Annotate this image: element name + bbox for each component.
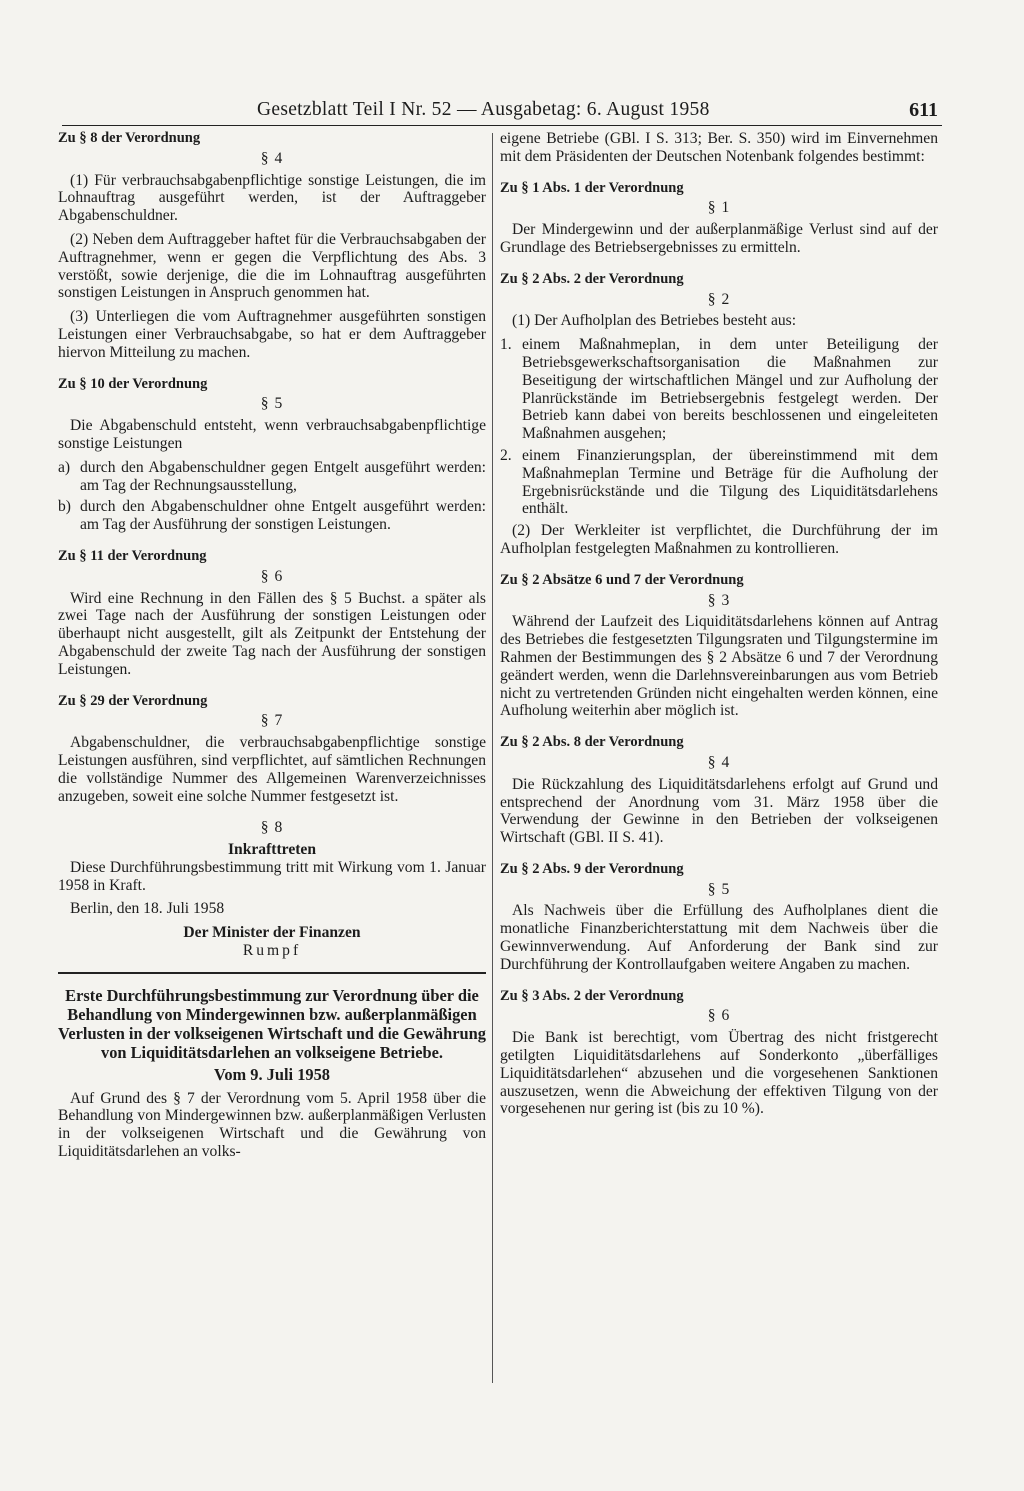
paragraph-text: Auf Grund des § 7 der Verordnung vom 5. April 1958 über die Behandlung von Mindergewinnen bzw. außerplanmäßigen Verlusten in der volkseigenen Wirtschaft und die Gewährung von Liquiditätsdarlehen an volks- [58, 1089, 486, 1161]
list-label: 1. [500, 336, 512, 354]
paragraph-number: § 3 [707, 591, 731, 609]
paragraph-text: (2) Neben dem Auftraggeber haftet für die Verbrauchsabgaben der Auftragnehmer, wenn er gegen die Verpflichtung des Abs. 3 verstößt, sowie derjenige, die die im Lohnauftrag ausgeführten sonstigen Leistungen in Anspruch genommen hat. [58, 230, 486, 302]
regulation-title: Erste Durchführungsbestimmung zur Verordnung über die Behandlung von Mindergewinnen bzw. außerplanmäßigen Verlusten in der volkseigenen Wirtschaft und die Gewährung von Liquiditätsdarlehen an volkseigene Betriebe. [58, 985, 486, 1062]
paragraph-text: (3) Unterliegen die vom Auftragnehmer ausgeführten sonstigen Leistungen einer Verbrauchsabgabe, so hat er dem Auftraggeber hiervon Mitteilung zu machen. [58, 308, 486, 361]
paragraph-number: § 4 [707, 753, 731, 771]
regulation-date: Vom 9. Juli 1958 [214, 1064, 330, 1084]
paragraph-number: § 8 [260, 819, 284, 837]
paragraph-text: Wird eine Rechnung in den Fällen des § 5 Buchst. a später als zwei Tage nach der Ausführung der sonstigen Leistungen oder überhaupt nicht ausgestellt, gilt als Zeitpunkt der Entstehung der Abgabenschuld der zweite Tag nach der Ausführung der sonstigen Leistungen. [58, 589, 486, 678]
paragraph-text: Während der Laufzeit des Liquiditätsdarlehens können auf Antrag des Betriebes die festgesetzten Tilgungsraten und Tilgungstermine im Rahmen der Bestimmungen des § 2 Absätze 6 und 7 der Verordnung geändert werden, wenn die Darlehnsvereinbarungen aus vom Betrieb nicht zu vertretenden Gründen nicht eingehalten werden können, eine Aufholung weiterhin aber möglich ist. [500, 613, 938, 720]
paragraph-number: § 6 [707, 1007, 731, 1025]
section-heading: Zu § 11 der Verordnung [58, 547, 207, 564]
paragraph-text: Die Rückzahlung des Liquiditätsdarlehens erfolgt auf Grund und entsprechend der Anordnung vom 31. März 1958 über die Verwendung der Gewinne in den Betrieben der volkseigenen Wirtschaft (GBl. II S. 41). [500, 775, 938, 847]
list-item [500, 336, 938, 443]
paragraph-text: (1) Der Aufholplan des Betriebes besteht aus: [512, 312, 797, 330]
paragraph-text: (1) Für verbrauchsabgabenpflichtige sonstige Leistungen, die im Lohnauftrag ausgeführt werden, ist der Auftraggeber Abgabenschuldner. [58, 171, 486, 225]
list-text: durch den Abgabenschuldner gegen Entgelt ausgeführt werden: am Tag der Rechnungsausstellung, [80, 458, 486, 494]
paragraph-number: § 7 [260, 712, 284, 730]
section-heading: Zu § 2 Abs. 9 der Verordnung [500, 860, 684, 877]
list-text: einem Finanzierungsplan, der übereinstimmend mit dem Maßnahmeplan Termine und Beträge für die Aufholung der Ergebnisrückstände und die Tilgung des Liquiditätsdarlehens enthält. [522, 446, 938, 518]
paragraph-number: § 5 [260, 395, 284, 413]
signatory-name: Rumpf [242, 942, 302, 960]
paragraph-number: § 6 [260, 567, 284, 585]
paragraph-text: Als Nachweis über die Erfüllung des Aufholplanes dient die monatliche Finanzberichterstattung mit dem Nachweis über die Gewinnverwendung. Auf Anforderung der Bank sind zur Durchführung der Kontrollaufgaben weitere Angaben zu machen. [500, 902, 938, 973]
left-column [58, 130, 486, 1167]
list-label: a) [58, 458, 71, 476]
page-header [62, 95, 942, 126]
gazette-title: Gesetzblatt Teil I Nr. 52 — Ausgabetag: 6. August 1958 [257, 99, 710, 120]
list-item [500, 447, 938, 518]
signatory-office: Der Minister der Finanzen [183, 924, 361, 942]
paragraph-text: Die Abgabenschuld entsteht, wenn verbrauchsabgabenpflichtige sonstige Leistungen [58, 417, 486, 452]
paragraph-text: eigene Betriebe (GBl. I S. 313; Ber. S. 350) wird im Einvernehmen mit dem Präsidenten der Deutschen Notenbank folgendes bestimmt: [500, 130, 938, 165]
section-heading: Zu § 2 Absätze 6 und 7 der Verordnung [500, 571, 744, 588]
place-date: Berlin, den 18. Juli 1958 [70, 900, 225, 918]
list-item [58, 498, 486, 534]
paragraph-number: § 5 [707, 880, 731, 898]
right-column [500, 130, 938, 1124]
paragraph-text: Die Bank ist berechtigt, vom Übertrag des nicht fristgerecht getilgten Liquiditätsdarlehens auf Sonderkonto „überfälliges Liquiditätsdarlehen“ abzusehen und die vorgesehenen Sanktionen auszusetzen, wenn die Abweichung der effektiven Tilgung von der vorgesehenen nur gering ist (bis zu 10 %). [500, 1029, 938, 1118]
paragraph-text: Diese Durchführungsbestimmung tritt mit Wirkung vom 1. Januar 1958 in Kraft. [58, 858, 486, 894]
paragraph-text: Der Mindergewinn und der außerplanmäßige Verlust sind auf der Grundlage des Betriebsergebnisses zu ermitteln. [500, 221, 938, 256]
section-heading: Zu § 29 der Verordnung [58, 692, 208, 709]
section-heading: Zu § 8 der Verordnung [58, 130, 201, 146]
section-heading: Zu § 3 Abs. 2 der Verordnung [500, 987, 684, 1004]
list-text: durch den Abgabenschuldner ohne Entgelt ausgeführt werden: am Tag der Ausführung der sonstigen Leistungen. [80, 498, 486, 534]
section-rule [58, 972, 486, 974]
list-item [58, 459, 486, 495]
section-heading: Zu § 1 Abs. 1 der Verordnung [500, 179, 684, 196]
list-text: einem Maßnahmeplan, in dem unter Beteiligung der Betriebsgewerkschaftsorganisation die Maßnahmen zur Beseitigung der wirtschaftlichen Mängel und zur Aufholung der Planrückstände im Betriebsergebnis festgelegt werden. Der Betrieb kann dabei von bereits beschlossenen und eingeleiteten Maßnahmen ausgehen; [522, 336, 938, 443]
paragraph-number: § 1 [707, 199, 731, 217]
paragraph-text: (2) Der Werkleiter ist verpflichtet, die Durchführung der im Aufholplan festgelegten Maßnahmen zu kontrollieren. [500, 522, 938, 557]
paragraph-number: § 4 [260, 149, 284, 167]
paragraph-number: § 2 [707, 290, 731, 308]
list-label: b) [58, 498, 71, 516]
section-heading: Zu § 10 der Verordnung [58, 375, 208, 392]
paragraph-title: Inkrafttreten [227, 841, 317, 859]
list-label: 2. [500, 446, 512, 464]
section-heading: Zu § 2 Abs. 2 der Verordnung [500, 270, 684, 287]
section-heading: Zu § 2 Abs. 8 der Verordnung [500, 734, 684, 751]
page-number: 611 [909, 99, 938, 121]
paragraph-text: Abgabenschuldner, die verbrauchsabgabenpflichtige sonstige Leistungen ausführen, sind verpflichtet, auf sämtlichen Rechnungen die vollständige Nummer des Allgemeinen Warenverzeichnisses anzugeben, soweit eine solche Nummer festgesetzt ist. [58, 734, 486, 805]
column-divider [492, 133, 493, 1383]
